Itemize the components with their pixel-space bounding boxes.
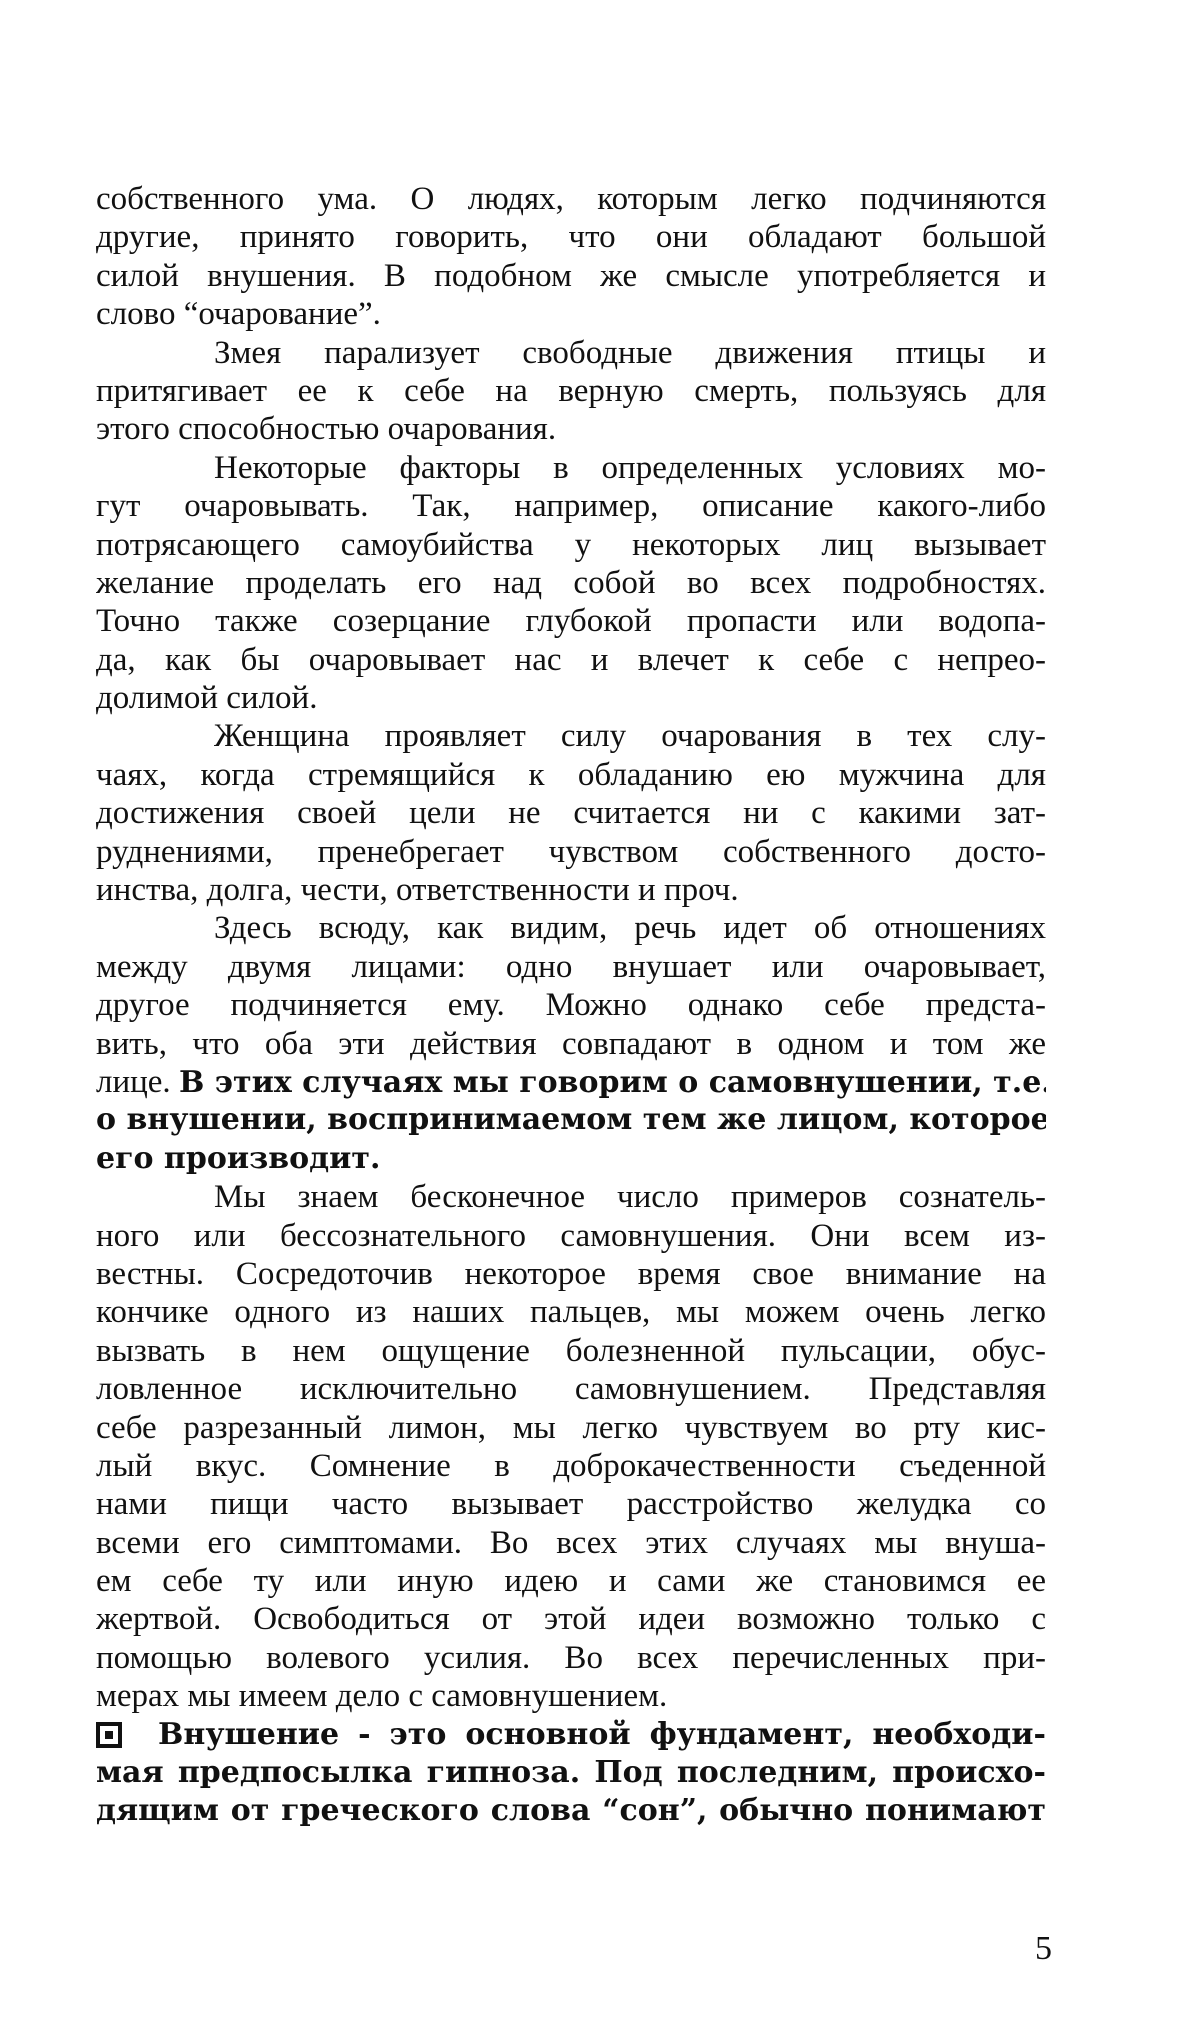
text-line: потрясающего самоубийства у некоторых лиц вызывает bbox=[96, 526, 1046, 564]
bold-text-line: дящим от греческого слова “сон”, обычно понимают bbox=[96, 1792, 1046, 1830]
text-line: гут очаровывать. Так, например, описание какого-либо bbox=[96, 487, 1046, 525]
regular-text: лице. bbox=[96, 1064, 179, 1100]
text-line: долимой силой. bbox=[96, 679, 1046, 717]
text-line: себе разрезанный лимон, мы легко чувствуем во рту кис- bbox=[96, 1409, 1046, 1447]
text-line: вить, что оба эти действия совпадают в одном и том же bbox=[96, 1025, 1046, 1063]
text-line: кончике одного из наших пальцев, мы можем очень легко bbox=[96, 1293, 1046, 1331]
bold-text-line: о внушении, воспринимаемом тем же лицом, которое bbox=[96, 1101, 1046, 1139]
text-line: Женщина проявляет силу очарования в тех слу- bbox=[96, 717, 1046, 755]
text-line: вестны. Сосредоточив некоторое время свое внимание на bbox=[96, 1255, 1046, 1293]
square-bullet-icon bbox=[96, 1722, 122, 1748]
bold-text: Внушение - это основной фундамент, необходи- bbox=[122, 1716, 1046, 1754]
text-line: Мы знаем бесконечное число примеров сознатель- bbox=[96, 1178, 1046, 1216]
text-line: между двумя лицами: одно внушает или очаровывает, bbox=[96, 948, 1046, 986]
text-line: достижения своей цели не считается ни с какими зат- bbox=[96, 794, 1046, 832]
text-line: руднениями, пренебрегает чувством собственного досто- bbox=[96, 833, 1046, 871]
page-number: 5 bbox=[1035, 1930, 1052, 1968]
text-line: Некоторые факторы в определенных условиях мо- bbox=[96, 449, 1046, 487]
text-line: другое подчиняется ему. Можно однако себе предста- bbox=[96, 986, 1046, 1024]
text-line: инства, долга, чести, ответственности и проч. bbox=[96, 871, 1046, 909]
text-line: желание проделать его над собой во всех подробностях. bbox=[96, 564, 1046, 602]
text-line: ем себе ту или иную идею и сами же становимся ее bbox=[96, 1562, 1046, 1600]
text-line: мерах мы имеем дело с самовнушением. bbox=[96, 1677, 1046, 1715]
text-line: другие, принято говорить, что они обладают большой bbox=[96, 218, 1046, 256]
bold-text: В этих случаях мы говорим о самовнушении, т.е. bbox=[179, 1065, 1046, 1100]
text-line: ного или бессознательного самовнушения. Они всем из- bbox=[96, 1217, 1046, 1255]
text-line: собственного ума. О людях, которым легко подчиняются bbox=[96, 180, 1046, 218]
text-line: Точно также созерцание глубокой пропасти или водопа- bbox=[96, 602, 1046, 640]
text-line: Здесь всюду, как видим, речь идет об отношениях bbox=[96, 909, 1046, 947]
text-line: слово “очарование”. bbox=[96, 295, 1046, 333]
mixed-text-line bbox=[96, 1063, 1046, 1101]
section-marker-line bbox=[96, 1716, 1046, 1754]
text-line: ловленное исключительно самовнушением. Представляя bbox=[96, 1370, 1046, 1408]
page-body bbox=[96, 180, 1046, 1831]
text-line: лый вкус. Сомнение в доброкачественности съеденной bbox=[96, 1447, 1046, 1485]
text-line: да, как бы очаровывает нас и влечет к себе с непрео- bbox=[96, 641, 1046, 679]
text-line: Змея парализует свободные движения птицы и bbox=[96, 334, 1046, 372]
text-line: силой внушения. В подобном же смысле употребляется и bbox=[96, 257, 1046, 295]
text-line: этого способностью очарования. bbox=[96, 410, 1046, 448]
text-line: притягивает ее к себе на верную смерть, пользуясь для bbox=[96, 372, 1046, 410]
text-line: нами пищи часто вызывает расстройство желудка со bbox=[96, 1485, 1046, 1523]
text-line: жертвой. Освободиться от этой идеи возможно только с bbox=[96, 1600, 1046, 1638]
text-line: всеми его симптомами. Во всех этих случаях мы внуша- bbox=[96, 1524, 1046, 1562]
bold-text-line: мая предпосылка гипноза. Под последним, происхо- bbox=[96, 1754, 1046, 1792]
text-line: помощью волевого усилия. Во всех перечисленных при- bbox=[96, 1639, 1046, 1677]
bold-text-line: его производит. bbox=[96, 1140, 1046, 1178]
text-line: вызвать в нем ощущение болезненной пульсации, обус- bbox=[96, 1332, 1046, 1370]
text-line: чаях, когда стремящийся к обладанию ею мужчина для bbox=[96, 756, 1046, 794]
